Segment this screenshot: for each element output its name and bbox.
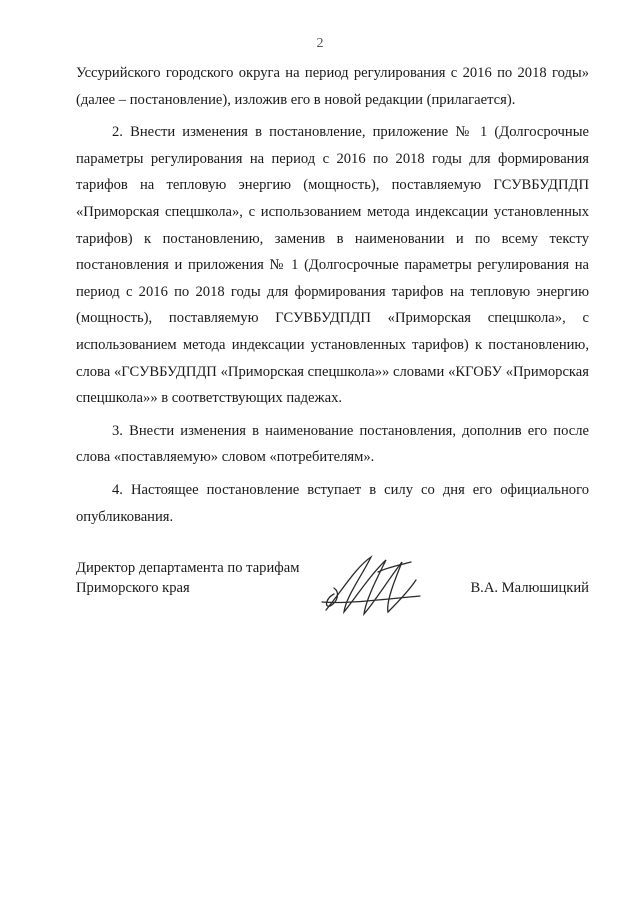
- signature-block: [76, 558, 589, 638]
- handwritten-signature-icon: [316, 552, 426, 622]
- paragraph-item-3: 3. Внести изменения в наименование постановления, дополнив его после слова «поставляемую» словом «потребителям».: [76, 422, 589, 466]
- signatory-title-line-1: Директор департамента по тарифам: [76, 560, 300, 576]
- paragraph-item-4: 4. Настоящее постановление вступает в силу со дня его официального опубликования.: [76, 481, 589, 525]
- paragraph-item-2: 2. Внести изменения в постановление, приложение № 1 (Долгосрочные параметры регулирования на период с 2016 по 2018 годы для формирования тарифов на тепловую энергию (мощность), поставляемую ГСУВБУДПДП «Приморская спецшкола», с использованием метода индексации установленных тарифов) к постановлению, заменив в наименовании и по всему тексту постановления и приложения № 1 (Долгосрочные параметры регулирования на период с 2016 по 2018 годы для формирования тарифов на тепловую энергию (мощность), поставляемую ГСУВБУДПДП «Приморская спецшкола», с использованием метода индексации установленных тарифов) к постановлению, слова «ГСУВБУДПДП «Приморская спецшкола»» словами «КГОБУ «Приморская спецшкола»» в соответствующих падежах.: [76, 124, 589, 407]
- paragraph-continuation: Уссурийского городского округа на период регулирования с 2016 по 2018 годы» (далее – постановление), изложив его в новой редакции (прилагается).: [76, 65, 589, 108]
- signatory-title-line-2: Приморского края: [76, 580, 190, 596]
- signatory-name: В.А. Малюшицкий: [470, 580, 589, 596]
- page-number: 2: [316, 36, 324, 51]
- document-body: [76, 60, 589, 536]
- signatory-title: [76, 558, 299, 598]
